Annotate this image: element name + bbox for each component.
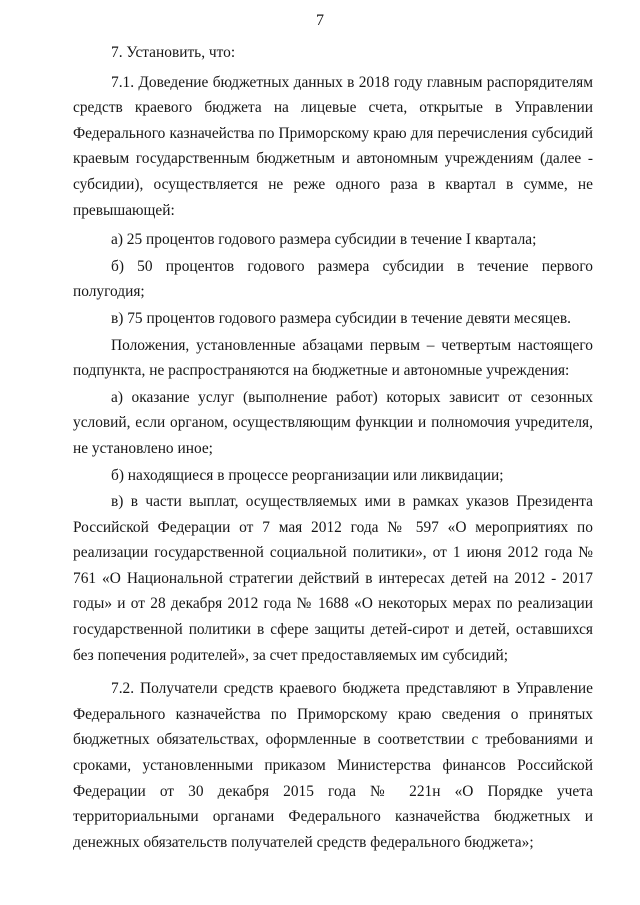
- document-body: [73, 40, 593, 855]
- paragraph-exception-a: а) оказание услуг (выполнение работ) которых зависит от сезонных условий, если органом, осуществляющим функции и полномочия учредителя, не установлено иное;: [73, 388, 593, 457]
- paragraph-7-1-b: б) 50 процентов годового размера субсидии в течение первого полугодия;: [73, 257, 593, 301]
- page-number: 7: [316, 12, 324, 29]
- paragraph-7-2: 7.2. Получатели средств краевого бюджета представляют в Управление Федерального казначейства по Приморскому краю сведения о принятых бюджетных обязательствах, оформленные в соответствии с требованиями и сроками, установленными приказом Министерства финансов Российской Федерации от 30 декабря 2015 года № 221н «О Порядке учета территориальными органами Федерального казначейства бюджетных и денежных обязательств получателей средств федерального бюджета»;: [73, 680, 593, 851]
- paragraph-7-1: 7.1. Доведение бюджетных данных в 2018 году главным распорядителям средств краевого бюджета на лицевые счета, открытые в Управлении Федерального казначейства по Приморскому краю для перечисления субсидий краевым государственным бюджетным и автономным учреждениям (далее - субсидии), осуществляется не реже одного раза в квартал в сумме, не превышающей:: [73, 73, 593, 219]
- paragraph-7-1-a: а) 25 процентов годового размера субсидии в течение I квартала;: [111, 231, 537, 249]
- paragraph-exception-b: б) находящиеся в процессе реорганизации или ликвидации;: [111, 466, 504, 484]
- paragraph-7-1-v: в) 75 процентов годового размера субсидии в течение девяти месяцев.: [111, 309, 571, 327]
- paragraph-item-7-heading: 7. Установить, что:: [111, 44, 236, 61]
- paragraph-exception-v: в) в части выплат, осуществляемых ими в рамках указов Президента Российской Федерации от 7 мая 2012 года № 597 «О мероприятиях по реализации государственной социальной политики», от 1 июня 2012 года № 761 «О Национальной стратегии действий в интересах детей на 2012 - 2017 годы» и от 28 декабря 2012 года № 1688 «О некоторых мерах по реализации государственной политики в сфере защиты детей-сирот и детей, оставшихся без попечения родителей», за счет предоставляемых им субсидий;: [73, 493, 593, 664]
- paragraph-exceptions: Положения, установленные абзацами первым – четвертым настоящего подпункта, не распространяются на бюджетные и автономные учреждения:: [73, 336, 593, 380]
